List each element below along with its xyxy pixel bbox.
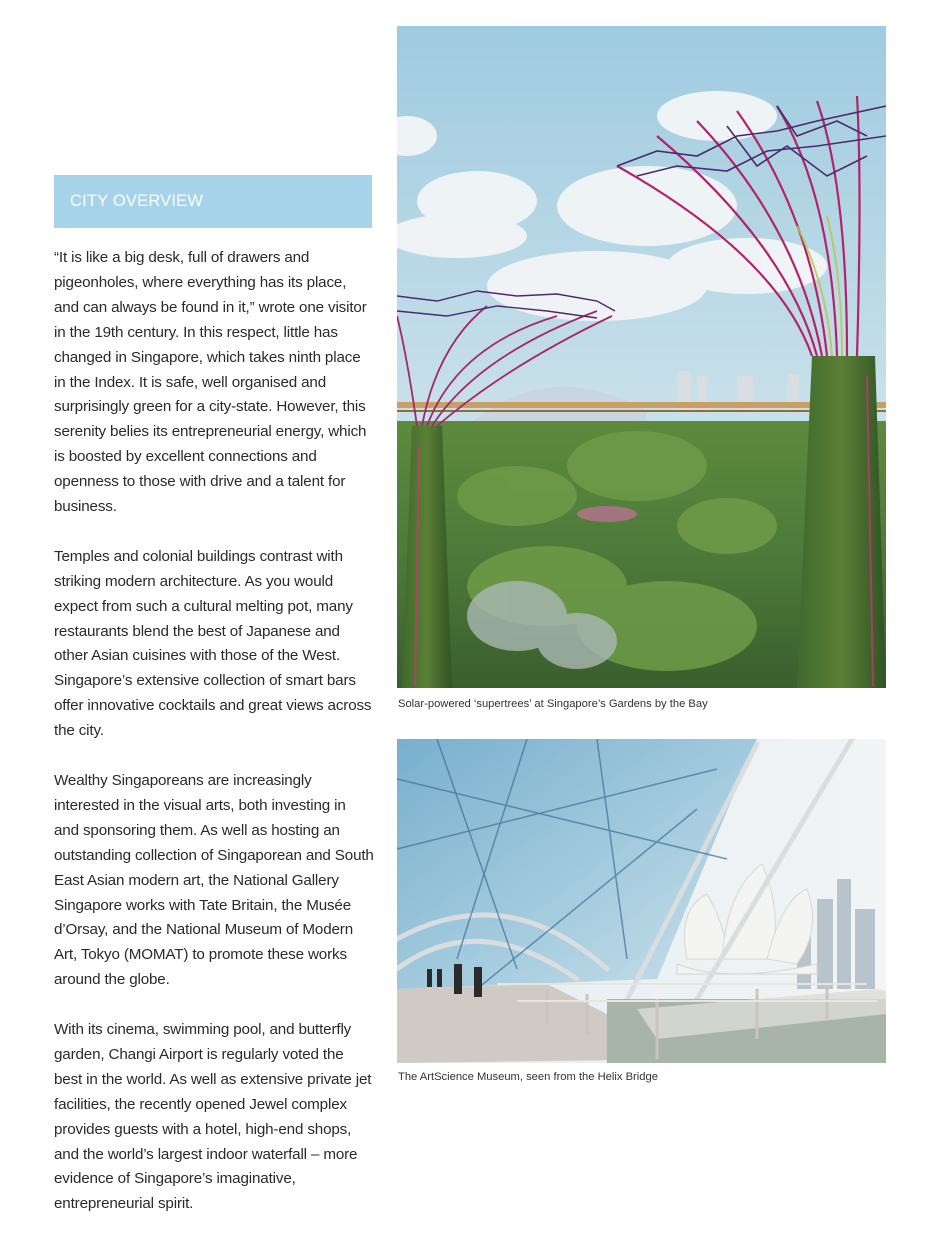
article-column bbox=[54, 175, 374, 1242]
section-banner bbox=[54, 175, 372, 228]
photo-caption: The ArtScience Museum, seen from the Helix Bridge bbox=[398, 1071, 658, 1083]
paragraph-architecture: Temples and colonial buildings contrast with striking modern architecture. As you would expect from such a cultural melting pot, many restaurants blend the best of Japanese and other Asian cuisines with those of the West. Singapore’s extensive collection of smart bars offer innovative cocktails and great views across the city. bbox=[54, 547, 372, 740]
paragraph-arts: Wealthy Singaporeans are increasingly interested in the visual arts, both investing in and sponsoring them. As well as hosting an outstanding collection of Singaporean and South East Asian modern art, the National Gallery Singapore works with Tate Britain, the Musée d’Orsay, and the National Museum of Modern Art, Tokyo (MOMAT) to promote these works around the globe. bbox=[54, 772, 374, 989]
paragraph-intro: “It is like a big desk, full of drawers and pigeonholes, where everything has its place, and can always be found in it,” wrote one visitor in the 19th century. In this respect, little has changed in Singapore, which takes ninth place in the Index. It is safe, well organised and surprisingly green for a city-state. However, this serenity belies its entrepreneurial energy, which is boosted by excellent connections and openness to those with drive and a talent for business. bbox=[54, 249, 367, 516]
article-body bbox=[54, 246, 374, 1217]
paragraph-airport: With its cinema, swimming pool, and butterfly garden, Changi Airport is regularly voted the best in the world. As well as extensive private jet facilities, the recently opened Jewel complex provides guests with a hotel, high-end shops, and the world’s largest indoor waterfall – more evidence of Singapore’s imaginative, entrepreneurial spirit. bbox=[54, 1021, 372, 1213]
photo-caption: Solar-powered ‘supertrees’ at Singapore’s Gardens by the Bay bbox=[398, 698, 708, 710]
section-title: CITY OVERVIEW bbox=[70, 192, 204, 210]
helix-bridge-illustration bbox=[397, 739, 886, 1063]
supertrees-photo bbox=[397, 26, 886, 688]
supertrees-illustration bbox=[397, 26, 886, 688]
artscience-museum-photo bbox=[397, 739, 886, 1063]
